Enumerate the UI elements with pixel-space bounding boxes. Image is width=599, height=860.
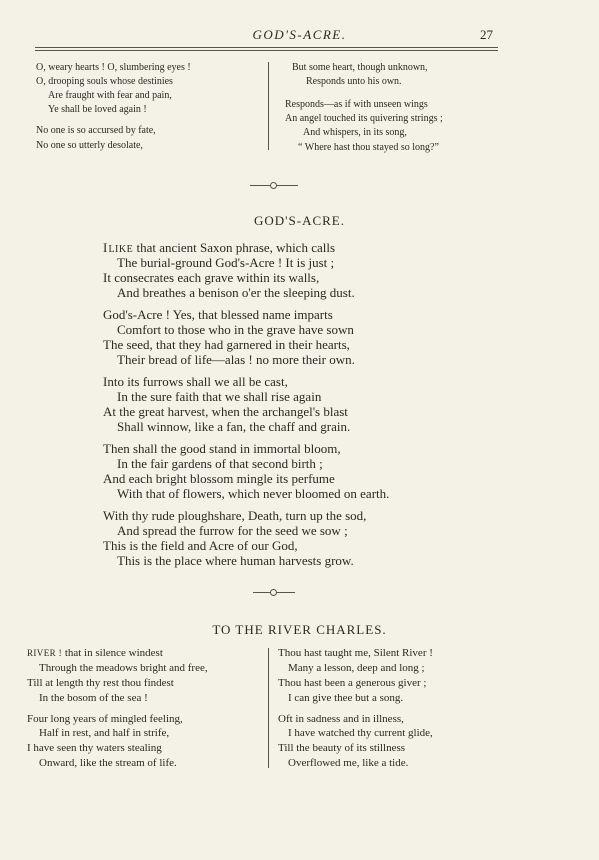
verse-line: Half in rest, and half in strife, bbox=[39, 727, 170, 739]
verse-line: Responds unto his own. bbox=[306, 76, 402, 87]
verse-line: The burial-ground God's-Acre ! It is just ; bbox=[117, 255, 335, 270]
poem-title: GOD'S-ACRE. bbox=[254, 213, 345, 228]
verse-line: And breathes a benison o'er the sleeping dust. bbox=[117, 285, 355, 300]
running-head: GOD'S-ACRE. bbox=[252, 27, 347, 42]
verse-line: In the sure faith that we shall rise again bbox=[117, 389, 322, 404]
verse-line: O, drooping souls whose destinies bbox=[36, 76, 173, 87]
verse-line: Responds—as if with unseen wings bbox=[285, 99, 428, 110]
small-caps-word: RIVER ! bbox=[27, 648, 63, 658]
verse-line: This is the field and Acre of our God, bbox=[103, 538, 298, 553]
verse-line: I have seen thy waters stealing bbox=[27, 742, 162, 754]
verse-line-first: RIVER ! that in silence windest bbox=[27, 647, 163, 659]
verse-line: In the fair gardens of that second birth ; bbox=[117, 456, 323, 471]
verse-line: Through the meadows bright and free, bbox=[39, 662, 208, 674]
verse-line: I have watched thy current glide, bbox=[288, 727, 433, 739]
verse-line: Thou hast taught me, Silent River ! bbox=[278, 647, 433, 659]
header-rule-2 bbox=[35, 50, 498, 51]
verse-line: Ye shall be loved again ! bbox=[48, 104, 147, 115]
verse-line: Till the beauty of its stillness bbox=[278, 742, 406, 754]
small-caps-word: LIKE bbox=[108, 244, 134, 255]
verse-line: Then shall the good stand in immortal bloom, bbox=[103, 441, 341, 456]
verse-line: Thou hast been a generous giver ; bbox=[278, 677, 427, 689]
verse-line: “ Where hast thou stayed so long?” bbox=[298, 142, 439, 153]
verse-line-first: I LIKE that ancient Saxon phrase, which calls bbox=[103, 240, 336, 255]
verse-line: With thy rude ploughshare, Death, turn up the sod, bbox=[103, 508, 367, 523]
verse-line: Into its furrows shall we all be cast, bbox=[103, 374, 288, 389]
verse-line: Overflowed me, like a tide. bbox=[288, 757, 409, 769]
verse-line: Till at length thy rest thou findest bbox=[27, 677, 174, 689]
verse-line: And spread the furrow for the seed we sow ; bbox=[117, 523, 348, 538]
verse-line: And each bright blossom mingle its perfume bbox=[103, 471, 335, 486]
verse-line: Comfort to those who in the grave have sown bbox=[117, 322, 354, 337]
verse-line: O, weary hearts ! O, slumbering eyes ! bbox=[36, 62, 191, 73]
verse-line: Four long years of mingled feeling, bbox=[27, 713, 183, 725]
verse-line: It consecrates each grave within its walls, bbox=[103, 270, 320, 285]
column-divider-top bbox=[268, 62, 269, 150]
column-divider-bottom bbox=[268, 648, 269, 768]
page-number: 27 bbox=[480, 27, 493, 42]
verse-line: Are fraught with fear and pain, bbox=[48, 90, 172, 101]
verse-line: Oft in sadness and in illness, bbox=[278, 713, 404, 725]
verse-line: I can give thee but a song. bbox=[288, 692, 404, 704]
verse-line: Onward, like the stream of life. bbox=[39, 757, 177, 769]
verse-line: Their bread of life—alas ! no more their own. bbox=[117, 352, 355, 367]
poem-title: TO THE RIVER CHARLES. bbox=[212, 622, 387, 637]
verse-line: No one so utterly desolate, bbox=[36, 140, 143, 151]
verse-line: But some heart, though unknown, bbox=[292, 62, 428, 73]
verse-line: With that of flowers, which never bloomed on earth. bbox=[117, 486, 390, 501]
verse-line: The seed, that they had garnered in their hearts, bbox=[103, 337, 350, 352]
drop-initial: I bbox=[103, 240, 108, 255]
verse-line: This is the place where human harvests grow. bbox=[117, 553, 354, 568]
verse-line: Shall winnow, like a fan, the chaff and grain. bbox=[117, 419, 351, 434]
verse-line: An angel touched its quivering strings ; bbox=[285, 113, 443, 124]
verse-line: God's-Acre ! Yes, that blessed name imparts bbox=[103, 307, 333, 322]
header-rule bbox=[35, 47, 498, 48]
verse-line: In the bosom of the sea ! bbox=[39, 692, 148, 704]
verse-line: Many a lesson, deep and long ; bbox=[288, 662, 425, 674]
verse-line: And whispers, in its song, bbox=[303, 127, 407, 138]
verse-line: No one is so accursed by fate, bbox=[36, 125, 156, 136]
verse-line: At the great harvest, when the archangel's blast bbox=[103, 404, 348, 419]
